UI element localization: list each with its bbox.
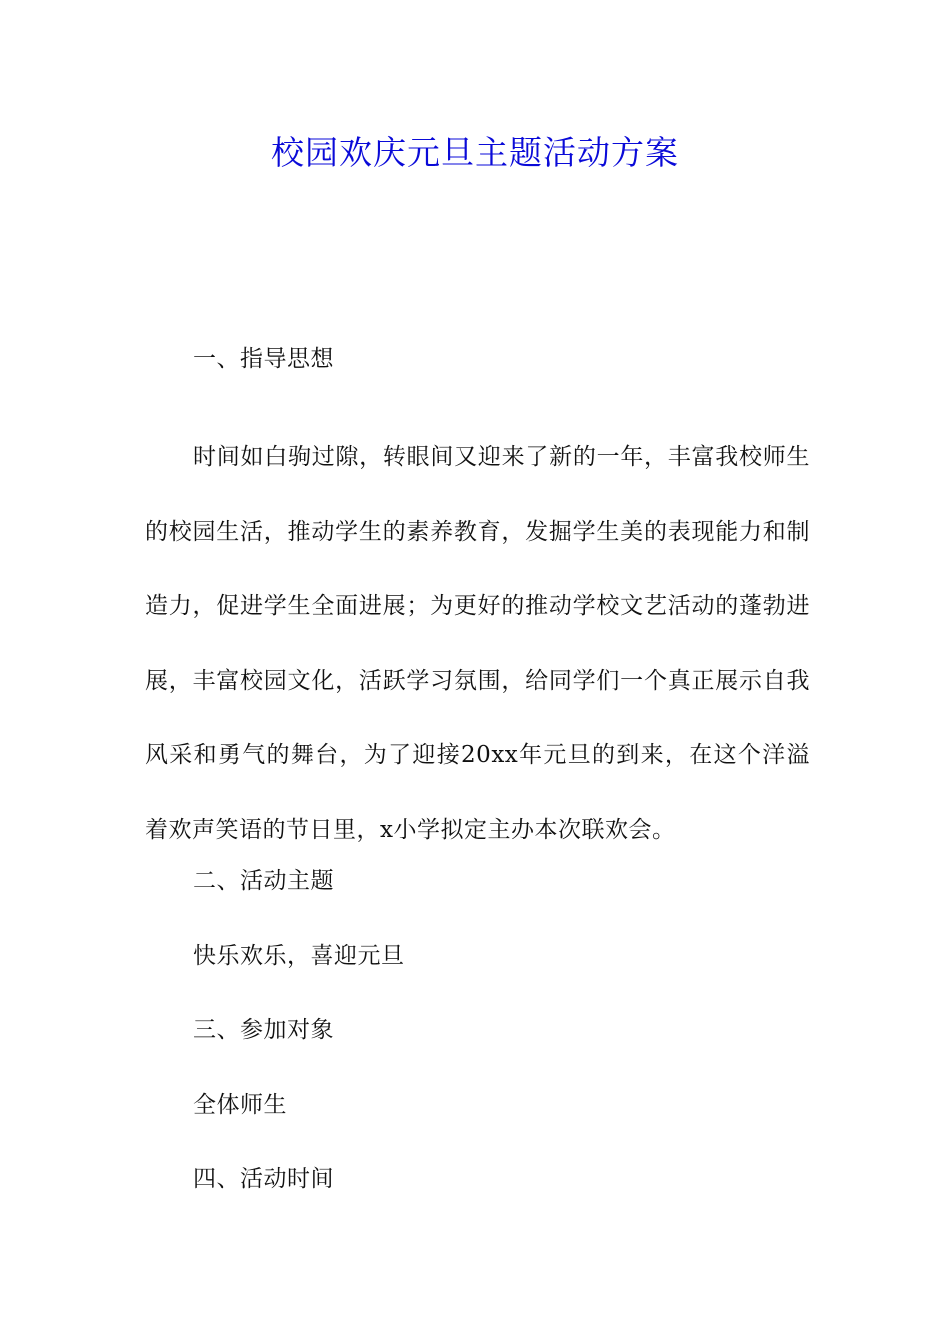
section-paragraph-participants: 全体师生 [193, 1092, 287, 1118]
section-heading-guiding-idea: 一、指导思想 [193, 346, 334, 372]
section-paragraph-guiding-idea: 时间如白驹过隙，转眼间又迎来了新的一年，丰富我校师生的校园生活，推动学生的素养教育，发掘学生美的表现能力和制造力，促进学生全面进展；为更好的推动学校文艺活动的蓬勃进展，丰富校园文化，活跃学习氛围，给同学们一个真正展示自我风采和勇气的舞台，为了迎接20xx年元旦的到来，在这个洋溢着欢声笑语的节日里，x小学拟定主办本次联欢会。 [145, 444, 810, 843]
section-paragraph-theme: 快乐欢乐，喜迎元旦 [193, 943, 405, 969]
section-heading-theme: 二、活动主题 [193, 868, 334, 894]
section-heading-time: 四、活动时间 [193, 1166, 334, 1192]
section-heading-participants: 三、参加对象 [193, 1017, 334, 1043]
document-title: 校园欢庆元旦主题活动方案 [271, 133, 679, 172]
